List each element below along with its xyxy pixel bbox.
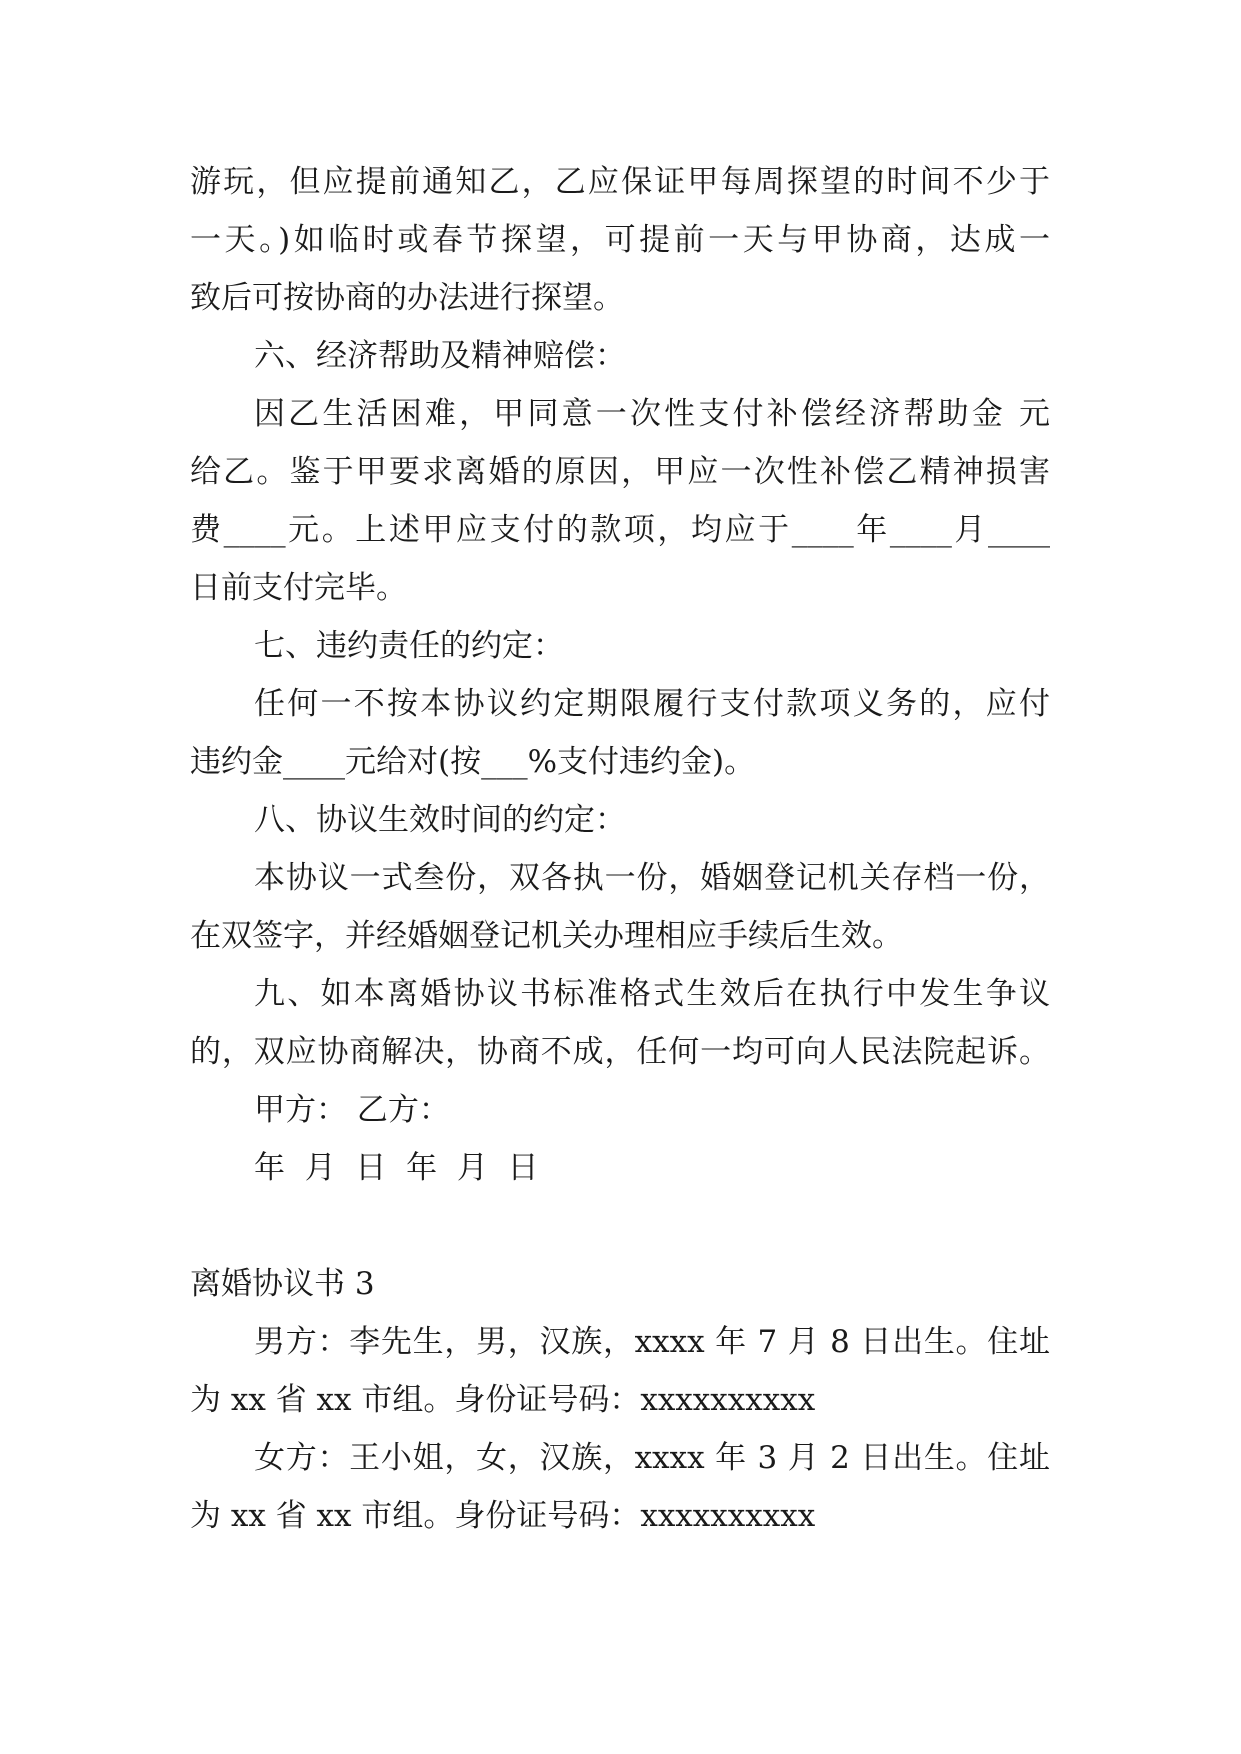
signature-dates: 年 月 日 年 月 日 [254, 1150, 539, 1186]
text-line-3: 致后可按协商的办法进行探望。 [190, 280, 624, 316]
text-line-wife-id: 为 xx 省 xx 市组。身份证号码：xxxxxxxxxx [190, 1498, 816, 1534]
text-line-1: 游玩，但应提前通知乙，乙应保证甲每周探望的时间不少于 [190, 164, 1050, 200]
text-line-husband: 男方：李先生，男，汉族，xxxx 年 7 月 8 日出生。住址 [254, 1324, 1050, 1360]
text-line-wife: 女方：王小姐，女，汉族，xxxx 年 3 月 2 日出生。住址 [254, 1440, 1050, 1476]
text-line-14: 在双签字，并经婚姻登记机关办理相应手续后生效。 [190, 918, 903, 954]
text-line-11: 违约金____元给对(按___%支付违约金)。 [190, 744, 756, 780]
text-line-7: 费____元。上述甲应支付的款项，均应于____年____月____ [190, 512, 1050, 548]
text-line-13: 本协议一式叁份，双各执一份，婚姻登记机关存档一份， [254, 860, 1050, 896]
signature-parties: 甲方： 乙方： [254, 1092, 450, 1128]
section-heading-7: 七、违约责任的约定： [254, 628, 564, 664]
section-heading-8: 八、协议生效时间的约定： [254, 802, 626, 838]
section-heading-6: 六、经济帮助及精神赔偿： [254, 338, 626, 374]
text-line-15: 九、如本离婚协议书标准格式生效后在执行中发生争议 [254, 976, 1050, 1012]
text-line-8: 日前支付完毕。 [190, 570, 407, 606]
text-line-6: 给乙。鉴于甲要求离婚的原因，甲应一次性补偿乙精神损害 [190, 454, 1050, 490]
text-line-5: 因乙生活困难，甲同意一次性支付补偿经济帮助金 元 [254, 396, 1050, 432]
text-line-16: 的，双应协商解决，协商不成，任何一均可向人民法院起诉。 [190, 1034, 1050, 1070]
text-line-husband-id: 为 xx 省 xx 市组。身份证号码：xxxxxxxxxx [190, 1382, 816, 1418]
document-title: 离婚协议书 3 [190, 1266, 375, 1302]
text-line-2: 一天。)如临时或春节探望，可提前一天与甲协商，达成一 [190, 222, 1050, 258]
text-line-10: 任何一不按本协议约定期限履行支付款项义务的，应付 [254, 686, 1050, 722]
